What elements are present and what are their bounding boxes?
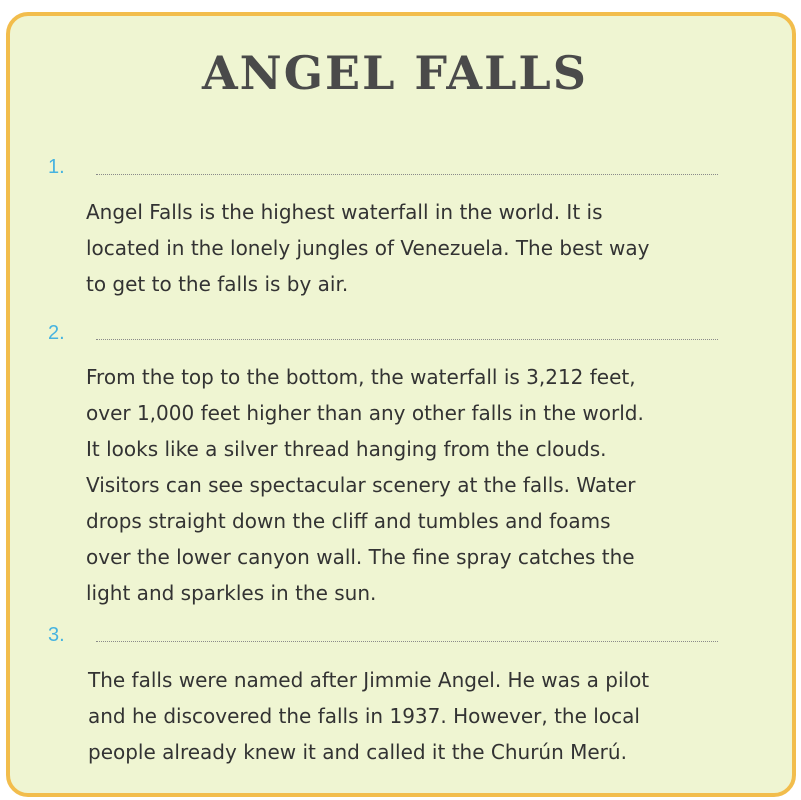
section-2-paragraph bbox=[86, 359, 644, 611]
section-1-number: 1. bbox=[48, 156, 65, 178]
section-3-heading-blank[interactable] bbox=[96, 641, 718, 642]
section-3-paragraph bbox=[88, 662, 649, 770]
paragraph-line: to get to the falls is by air. bbox=[86, 272, 349, 296]
paragraph-line: over 1,000 feet higher than any other falls in the world. bbox=[86, 401, 644, 425]
paragraph-line: and he discovered the falls in 1937. However, the local bbox=[88, 704, 640, 728]
section-1-paragraph bbox=[86, 194, 649, 302]
page-title: ANGEL FALLS bbox=[201, 46, 588, 100]
paragraph-line: light and sparkles in the sun. bbox=[86, 581, 377, 605]
section-3-number: 3. bbox=[48, 624, 65, 646]
section-1-heading-blank[interactable] bbox=[96, 174, 718, 175]
paragraph-line: people already knew it and called it the Churún Merú. bbox=[88, 740, 627, 764]
paragraph-line: drops straight down the cliff and tumbles and foams bbox=[86, 509, 611, 533]
section-2-heading-blank[interactable] bbox=[96, 339, 718, 340]
worksheet-card bbox=[6, 12, 796, 797]
section-2-number: 2. bbox=[48, 322, 65, 344]
paragraph-line: over the lower canyon wall. The fine spray catches the bbox=[86, 545, 635, 569]
paragraph-line: From the top to the bottom, the waterfall is 3,212 feet, bbox=[86, 365, 636, 389]
paragraph-line: Visitors can see spectacular scenery at the falls. Water bbox=[86, 473, 636, 497]
paragraph-line: It looks like a silver thread hanging from the clouds. bbox=[86, 437, 607, 461]
paragraph-line: Angel Falls is the highest waterfall in the world. It is bbox=[86, 200, 603, 224]
paragraph-line: located in the lonely jungles of Venezuela. The best way bbox=[86, 236, 650, 260]
paragraph-line: The falls were named after Jimmie Angel. He was a pilot bbox=[88, 668, 650, 692]
